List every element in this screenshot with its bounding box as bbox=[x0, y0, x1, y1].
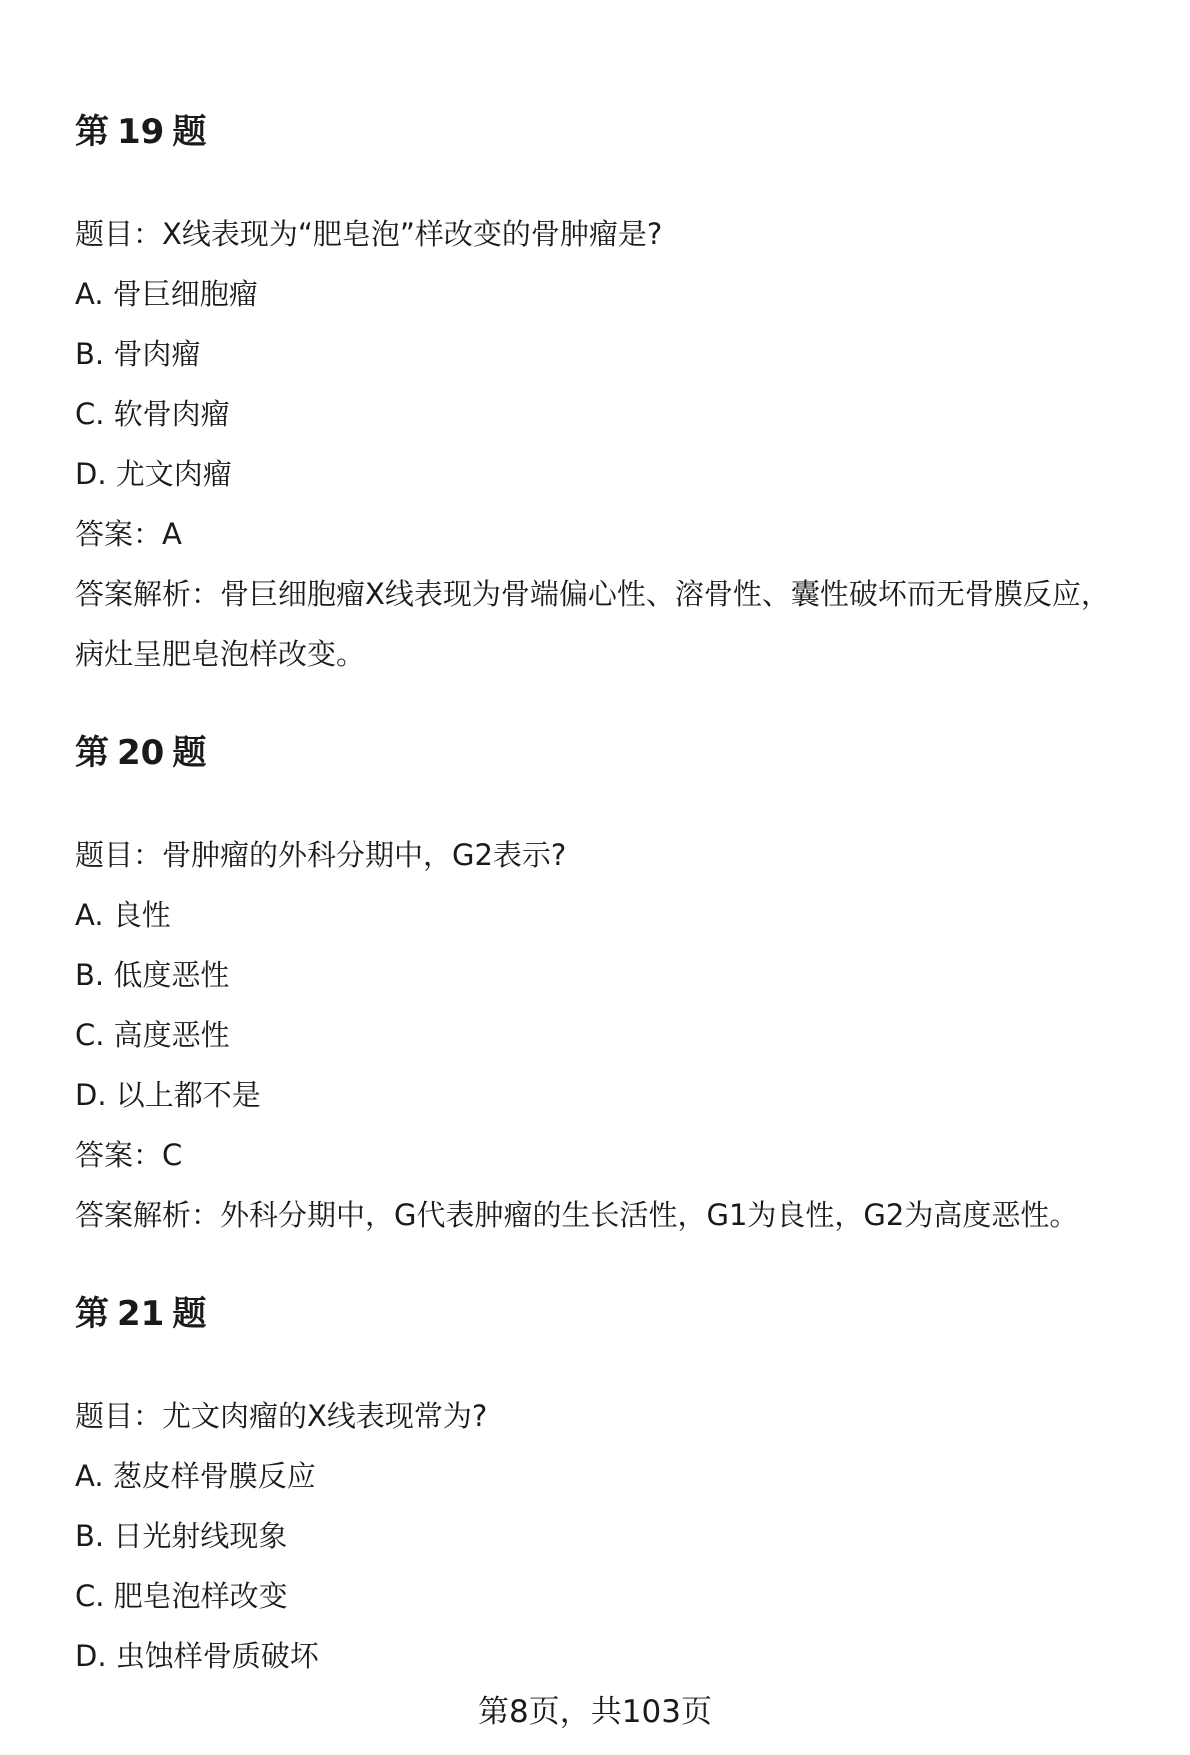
answer-explanation: 答案解析：外科分期中，G代表肿瘤的生长活性，G1为良性，G2为高度恶性。 bbox=[75, 1198, 1079, 1232]
page-number: 第8页，共103页 bbox=[478, 1694, 712, 1730]
question-text: 题目：X线表现为“肥皂泡”样改变的骨肿瘤是? bbox=[75, 217, 663, 251]
option-d: D. 以上都不是 bbox=[75, 1078, 261, 1112]
option-d: D. 虫蚀样骨质破坏 bbox=[75, 1639, 319, 1673]
option-c: C. 软骨肉瘤 bbox=[75, 397, 230, 431]
option-b: B. 骨肉瘤 bbox=[75, 337, 201, 371]
option-b: B. 日光射线现象 bbox=[75, 1519, 288, 1553]
question-heading: 第 21 题 bbox=[75, 1294, 207, 1334]
question-20 bbox=[75, 733, 1135, 1245]
answer: 答案：C bbox=[75, 1138, 183, 1172]
question-heading: 第 20 题 bbox=[75, 733, 207, 773]
question-19 bbox=[75, 112, 1135, 684]
question-21 bbox=[75, 1294, 1135, 1686]
option-b: B. 低度恶性 bbox=[75, 958, 230, 992]
answer: 答案：A bbox=[75, 517, 182, 551]
option-d: D. 尤文肉瘤 bbox=[75, 457, 232, 491]
option-c: C. 肥皂泡样改变 bbox=[75, 1579, 288, 1613]
answer-explanation: 答案解析：骨巨细胞瘤X线表现为骨端偏心性、溶骨性、囊性破坏而无骨膜反应，病灶呈肥皂泡样改变。 bbox=[75, 577, 1110, 671]
question-text: 题目：骨肿瘤的外科分期中，G2表示? bbox=[75, 838, 567, 872]
question-text: 题目：尤文肉瘤的X线表现常为? bbox=[75, 1399, 488, 1433]
option-a: A. 葱皮样骨膜反应 bbox=[75, 1459, 316, 1493]
option-a: A. 骨巨细胞瘤 bbox=[75, 277, 258, 311]
option-c: C. 高度恶性 bbox=[75, 1018, 230, 1052]
question-heading: 第 19 题 bbox=[75, 112, 207, 152]
option-a: A. 良性 bbox=[75, 898, 171, 932]
